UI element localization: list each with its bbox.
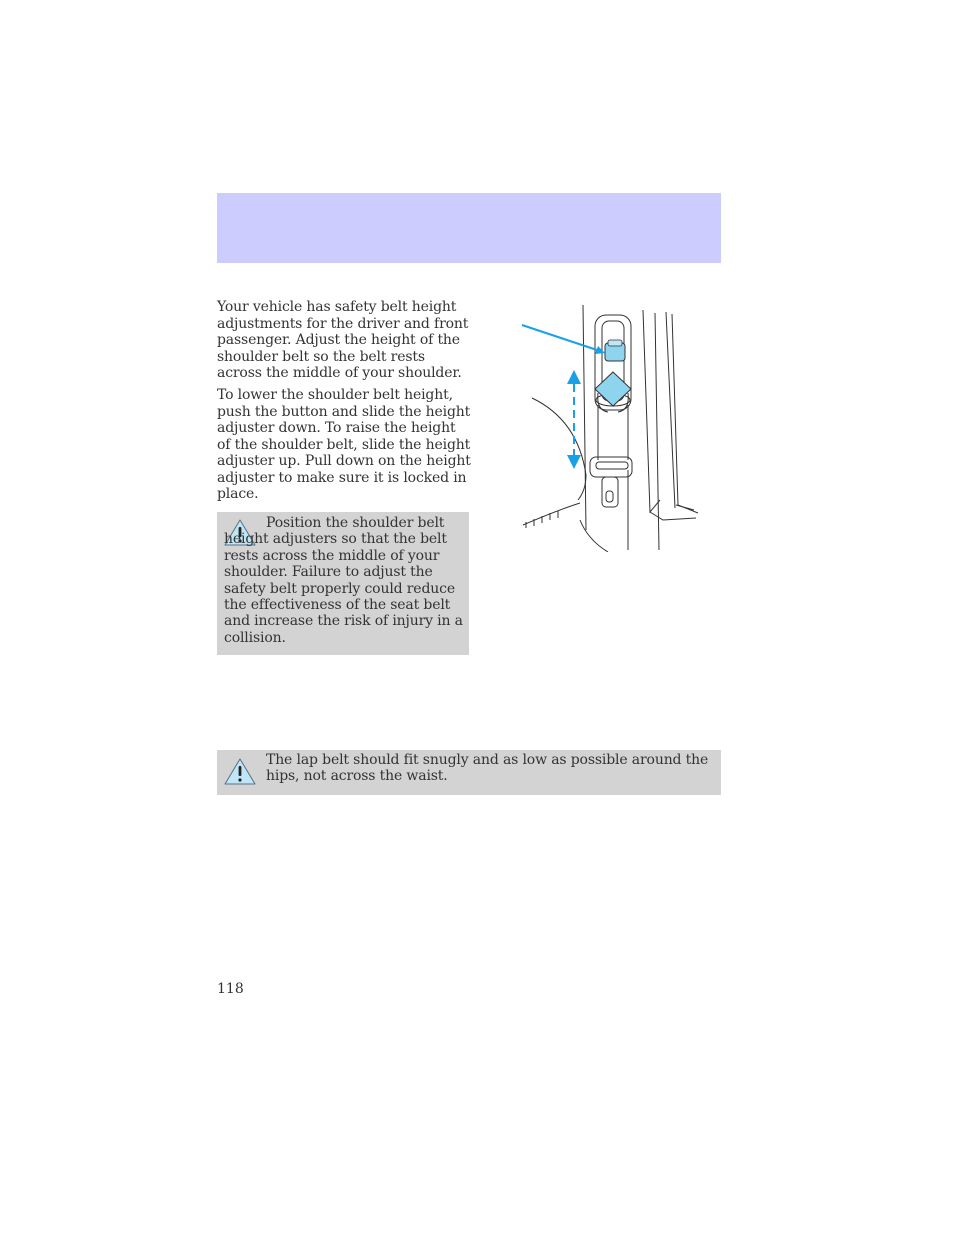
belt-height-intro-paragraph: Your vehicle has safety belt height adjustments for the driver and front passenger. Adjust the height of the shoulder belt so the belt rests across the middle of your shoulder.	[217, 299, 469, 381]
belt-height-instructions-paragraph: To lower the shoulder belt height, push the button and slide the height adjuster down. To raise the height of the shoulder belt, slide the height adjuster up. Pull down on the height adjuster to make sure it is locked in place.	[217, 387, 471, 502]
page-number: 118	[217, 981, 244, 997]
warning-box-lap-belt	[217, 750, 721, 795]
warning-text: Position the shoulder belt height adjusters so that the belt rests across the middle of your shoulder. Failure to adjust the safety belt properly could reduce the effectiveness of the seat belt and increase the risk of injury in a collision.	[224, 515, 463, 646]
warning-text: The lap belt should fit snugly and as low as possible around the hips, not across the waist.	[266, 752, 709, 785]
warning-box-shoulder-belt	[217, 512, 469, 655]
section-header-band	[217, 193, 721, 263]
warning-triangle-icon	[223, 756, 257, 786]
seat-belt-height-adjuster-illustration	[518, 300, 703, 552]
